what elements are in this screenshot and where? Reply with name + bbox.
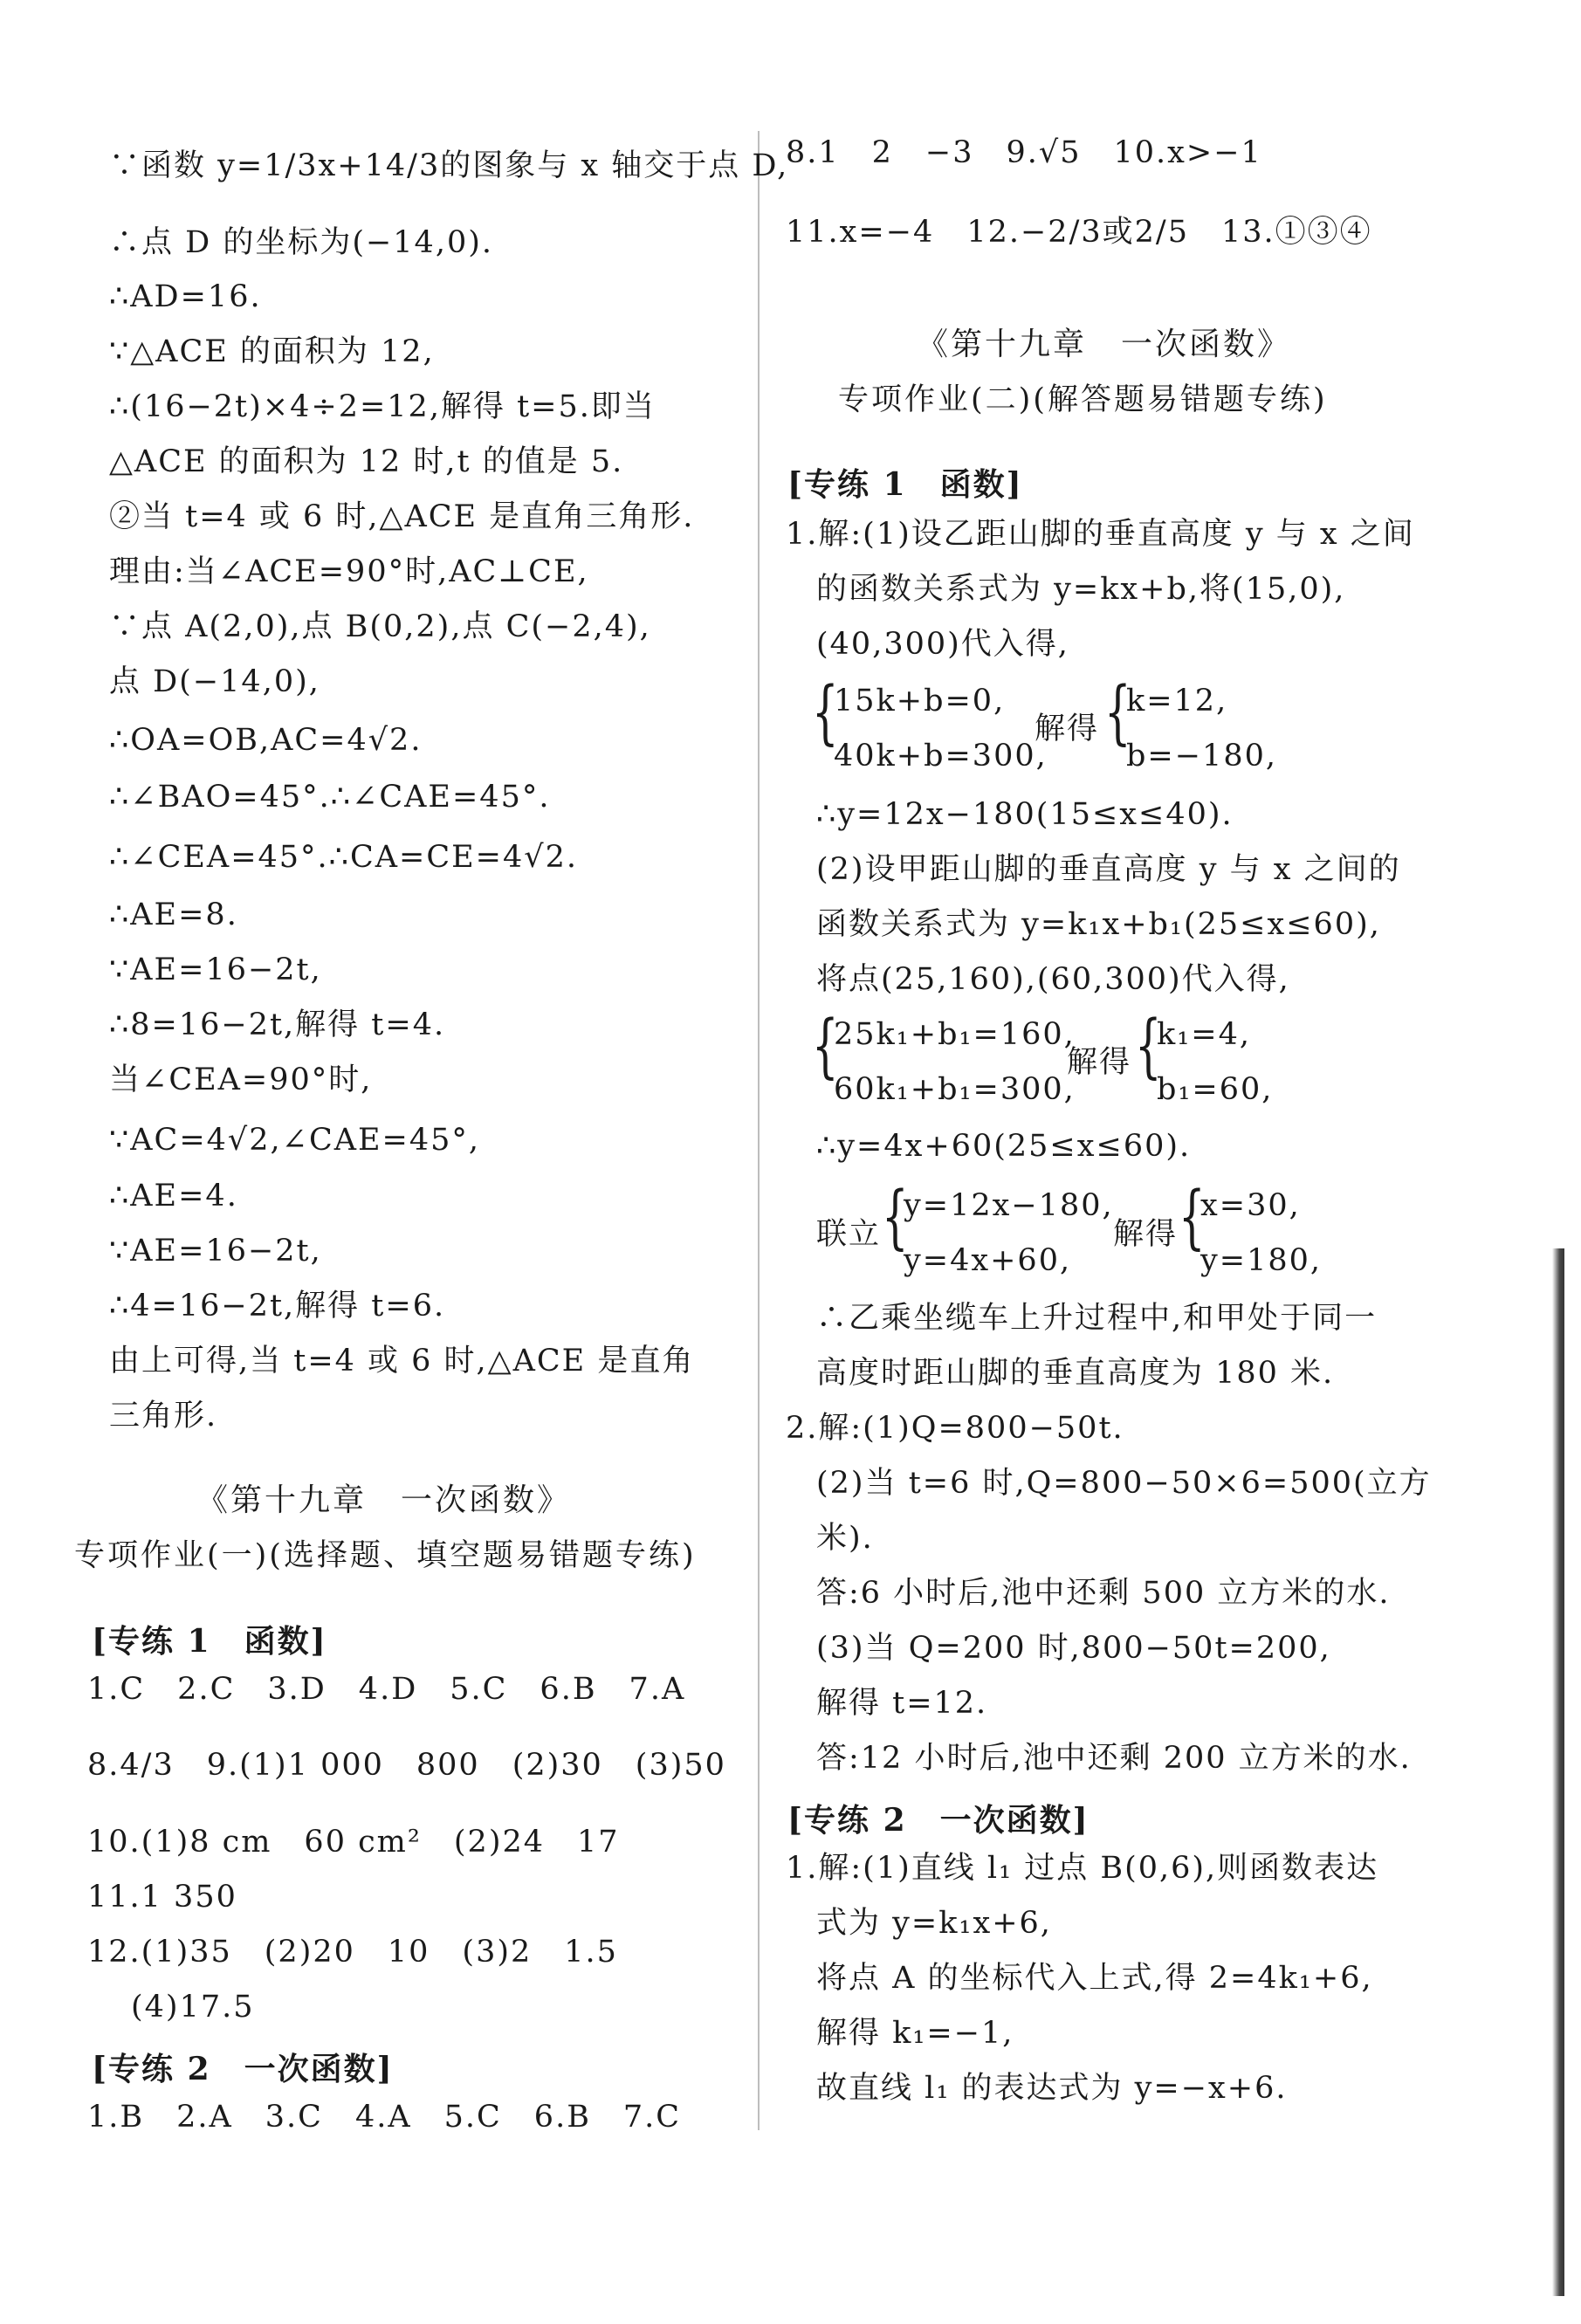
text-line: ∵AE=16−2t,	[109, 952, 322, 987]
section-subtitle: 专项作业(一)(选择题、填空题易错题专练)	[74, 1538, 697, 1573]
equation-label: 联立	[816, 1217, 882, 1252]
solution-line: 的函数关系式为 y=kx+b,将(15,0),	[816, 572, 1346, 607]
equation-label: 解得	[1067, 1045, 1132, 1080]
answer-line: (4)17.5	[131, 1990, 255, 2025]
solution-line: 函数关系式为 y=k₁x+b₁(25≤x≤60),	[816, 907, 1381, 942]
chapter-title: 《第十九章 一次函数》	[196, 1482, 572, 1518]
brace-icon: {	[812, 671, 839, 753]
text-line: ∴AE=8.	[109, 897, 238, 932]
equation-line: 15k+b=0,	[834, 684, 1006, 719]
equation-label: 解得	[1035, 712, 1100, 746]
text-line: ∵AE=16−2t,	[109, 1234, 322, 1269]
solution-line: (3)当 Q=200 时,800−50t=200,	[816, 1631, 1331, 1666]
text-line: ∴AE=4.	[109, 1179, 238, 1214]
solution-line: (2)当 t=6 时,Q=800−50×6=500(立方	[816, 1466, 1432, 1501]
solution-line: 解得 k₁=−1,	[816, 2016, 1014, 2051]
equation-line: 40k+b=300,	[834, 739, 1048, 774]
text-line: 点 D(−14,0),	[109, 664, 320, 699]
text-line: △ACE 的面积为 12 时,t 的值是 5.	[109, 444, 624, 479]
answer-line: 8.4/3 9.(1)1 000 800 (2)30 (3)50	[87, 1748, 726, 1783]
solution-line: ∴y=4x+60(25≤x≤60).	[816, 1129, 1192, 1164]
text-line: ∴OA=OB,AC=4√2.	[109, 723, 423, 758]
text-line: ∵△ACE 的面积为 12,	[109, 334, 435, 369]
brace-icon: {	[1104, 671, 1131, 753]
solution-line: 答:12 小时后,池中还剩 200 立方米的水.	[816, 1741, 1412, 1776]
text-line: ∴∠CEA=45°.∴CA=CE=4√2.	[109, 840, 578, 875]
page-edge-shadow	[1552, 1248, 1564, 2296]
equation-line: 25k₁+b₁=160,	[834, 1017, 1076, 1052]
equation-line: y=4x+60,	[904, 1243, 1072, 1278]
solution-line: 答:6 小时后,池中还剩 500 立方米的水.	[816, 1576, 1391, 1611]
column-divider	[758, 131, 760, 2130]
solution-line: ∴乙乘坐缆车上升过程中,和甲处于同一	[816, 1301, 1378, 1336]
equation-line: b=−180,	[1126, 739, 1277, 774]
solution-line: 式为 y=k₁x+6,	[816, 1906, 1052, 1941]
solution-line: 2.解:(1)Q=800−50t.	[786, 1411, 1124, 1446]
section-heading: [专练 1 函数]	[787, 466, 1023, 503]
equation-line: k=12,	[1126, 684, 1228, 719]
answer-line: 1.C 2.C 3.D 4.D 5.C 6.B 7.A	[87, 1672, 686, 1707]
equation-line: b₁=60,	[1157, 1072, 1274, 1107]
text-line: ∵AC=4√2,∠CAE=45°,	[109, 1123, 481, 1158]
text-line: 由上可得,当 t=4 或 6 时,△ACE 是直角	[109, 1344, 695, 1379]
solution-line: (40,300)代入得,	[816, 627, 1069, 662]
answer-line: 12.(1)35 (2)20 10 (3)2 1.5	[87, 1935, 618, 1970]
text-line: 当∠CEA=90°时,	[109, 1062, 373, 1097]
text-line: ∴点 D 的坐标为(−14,0).	[109, 225, 494, 260]
solution-line: 解得 t=12.	[816, 1686, 988, 1721]
equation-line: y=180,	[1200, 1243, 1323, 1278]
solution-line: 1.解:(1)直线 l₁ 过点 B(0,6),则函数表达	[786, 1851, 1379, 1886]
brace-icon: {	[882, 1176, 909, 1257]
solution-line: 1.解:(1)设乙距山脚的垂直高度 y 与 x 之间	[786, 517, 1415, 552]
chapter-title: 《第十九章 一次函数》	[917, 327, 1292, 362]
answer-line: 11.x=−4 12.−2/3或2/5 13.①③④	[786, 215, 1372, 250]
text-line: ∴4=16−2t,解得 t=6.	[109, 1289, 446, 1324]
text-line: ∵点 A(2,0),点 B(0,2),点 C(−2,4),	[109, 609, 651, 644]
section-heading: [专练 1 函数]	[92, 1623, 327, 1660]
answer-line: 10.(1)8 cm 60 cm² (2)24 17	[87, 1825, 620, 1860]
answer-line: 1.B 2.A 3.C 4.A 5.C 6.B 7.C	[87, 2100, 682, 2135]
solution-line: ∴y=12x−180(15≤x≤40).	[816, 797, 1234, 832]
equation-line: y=12x−180,	[904, 1188, 1114, 1223]
text-line: ∴8=16−2t,解得 t=4.	[109, 1007, 446, 1042]
text-line: 三角形.	[109, 1399, 218, 1434]
solution-line: 米).	[816, 1521, 874, 1556]
brace-icon: {	[1179, 1176, 1206, 1257]
brace-icon: {	[812, 1005, 839, 1086]
solution-line: 将点(25,160),(60,300)代入得,	[816, 962, 1290, 997]
solution-line: (2)设甲距山脚的垂直高度 y 与 x 之间的	[816, 852, 1401, 887]
brace-icon: {	[1135, 1005, 1162, 1086]
section-heading: [专练 2 一次函数]	[92, 2051, 394, 2087]
equation-line: x=30,	[1200, 1188, 1301, 1223]
text-line: ②当 t=4 或 6 时,△ACE 是直角三角形.	[109, 499, 695, 534]
equation-label: 解得	[1113, 1217, 1179, 1252]
text-line: ∴(16−2t)×4÷2=12,解得 t=5.即当	[109, 389, 656, 424]
answer-line: 8.1 2 −3 9.√5 10.x>−1	[786, 135, 1262, 170]
solution-line: 故直线 l₁ 的表达式为 y=−x+6.	[816, 2071, 1288, 2106]
text-line: ∴AD=16.	[109, 279, 262, 314]
equation-line: 60k₁+b₁=300,	[834, 1072, 1076, 1107]
text-line: ∵函数 y=1/3x+14/3的图象与 x 轴交于点 D,	[109, 148, 789, 183]
text-line: ∴∠BAO=45°.∴∠CAE=45°.	[109, 780, 551, 815]
solution-line: 将点 A 的坐标代入上式,得 2=4k₁+6,	[816, 1961, 1373, 1996]
equation-line: k₁=4,	[1157, 1017, 1251, 1052]
solution-line: 高度时距山脚的垂直高度为 180 米.	[816, 1356, 1335, 1391]
section-subtitle: 专项作业(二)(解答题易错题专练)	[838, 382, 1328, 417]
section-heading: [专练 2 一次函数]	[787, 1802, 1090, 1839]
answer-line: 11.1 350	[87, 1880, 237, 1915]
text-line: 理由:当∠ACE=90°时,AC⊥CE,	[109, 554, 589, 589]
